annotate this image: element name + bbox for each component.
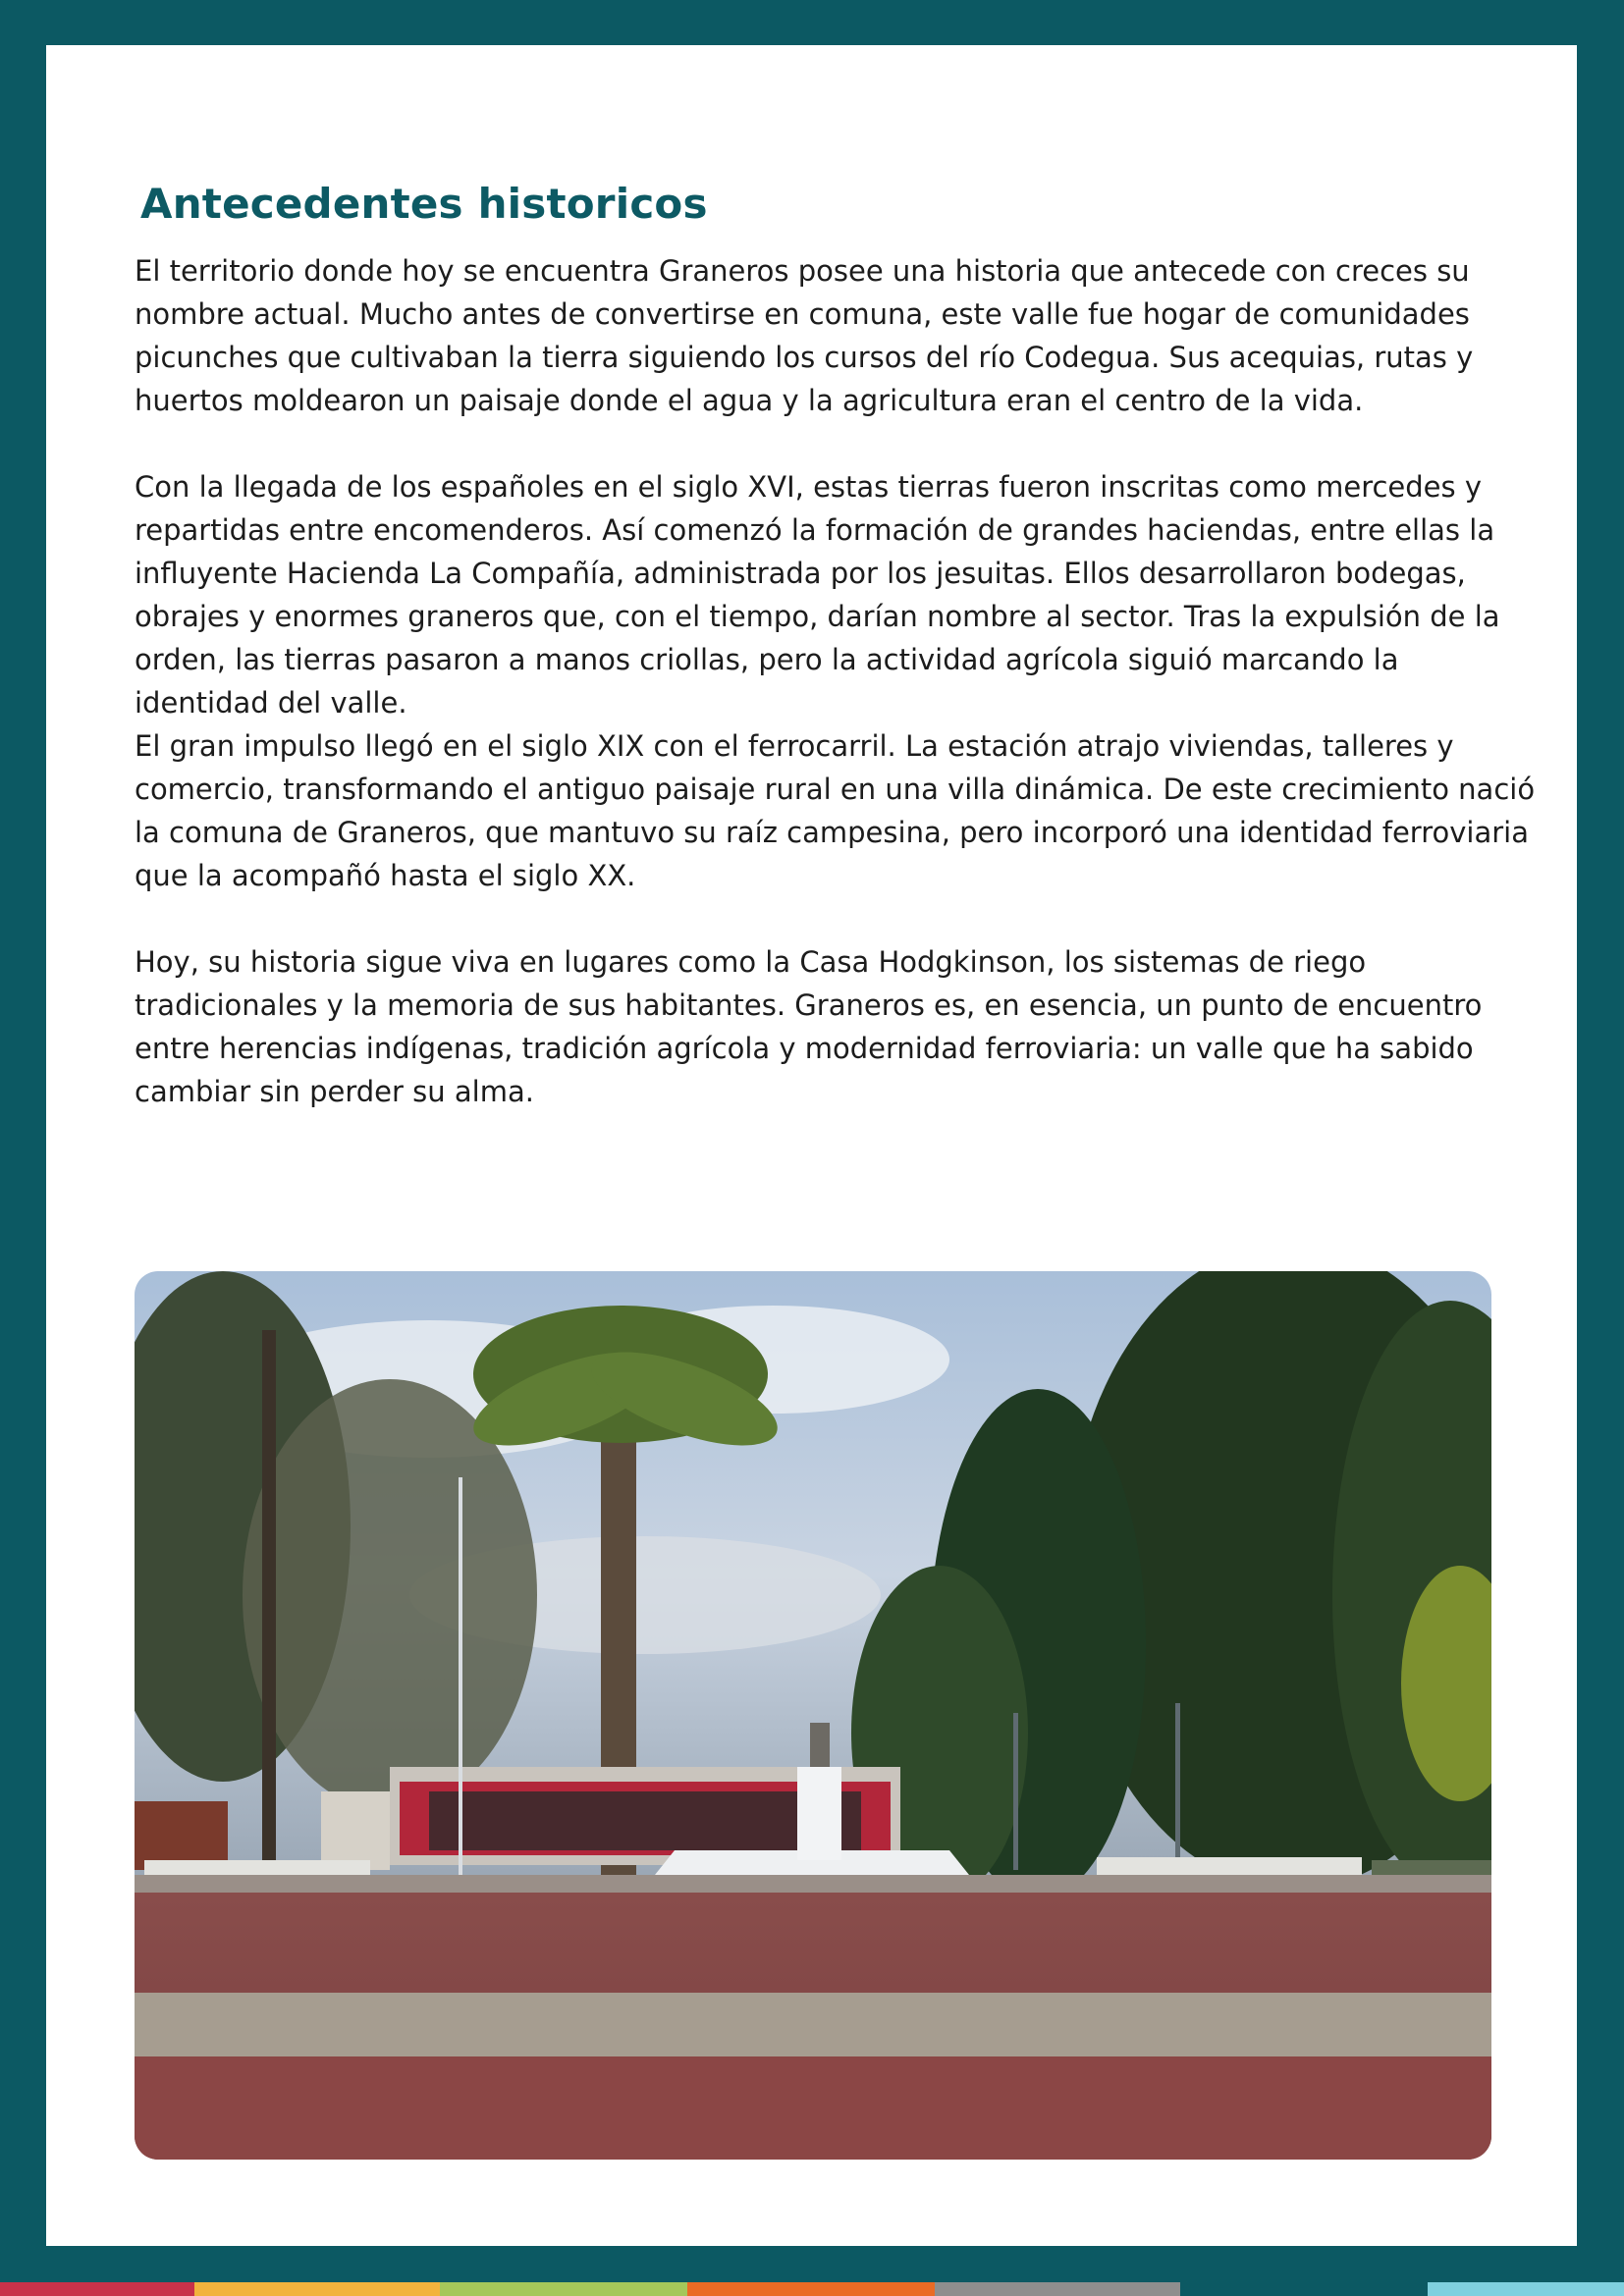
paragraph-4: Hoy, su historia sigue viva en lugares como la Casa Hodgkinson, los sistemas de riego tradicionales y la memoria de sus habitantes. Graneros es, en esencia, un punto de encuentro entre herencias indígenas, tradición agrícola y modernidad ferroviaria: un valle que ha sabido cambiar sin perder su alma.	[135, 945, 1483, 1108]
paragraph-2: Con la llegada de los españoles en el siglo XVI, estas tierras fueron inscritas como mercedes y repartidas entre encomenderos. Así comenzó la formación de grandes haciendas, entre ellas la influyente Hacienda La Compañía, administrada por los jesuitas. Ellos desarrollaron bodegas, obrajes y enormes graneros que, con el tiempo, darían nombre al sector. Tras la expulsión de la orden, las tierras pasaron a manos criollas, pero la actividad agrícola siguió marcando la identidad del valle.	[135, 470, 1500, 720]
accent-stripe-green	[440, 2282, 687, 2296]
paragraph-1: El territorio donde hoy se encuentra Graneros posee una historia que antecede con creces su nombre actual. Mucho antes de convertirse en comuna, este valle fue hogar de comunidades picunches que cultivaban la tierra siguiendo los cursos del río Codegua. Sus acequias, rutas y huertos moldearon un paisaje donde el agua y la agricultura eran el centro de la vida.	[135, 254, 1474, 417]
page-title: Antecedentes historicos	[140, 180, 708, 228]
accent-stripe-yellow	[194, 2282, 440, 2296]
plaza-photo	[135, 1271, 1491, 2160]
document-page	[46, 45, 1577, 2246]
accent-stripe-orange	[687, 2282, 935, 2296]
accent-stripe-cyan	[1428, 2282, 1624, 2296]
accent-stripe-teal	[1180, 2282, 1428, 2296]
body-text	[135, 249, 1537, 1113]
paragraph-3: El gran impulso llegó en el siglo XIX con el ferrocarril. La estación atrajo viviendas, talleres y comercio, transformando el antiguo paisaje rural en una villa dinámica. De este crecimiento nació la comuna de Graneros, que mantuvo su raíz campesina, pero incorporó una identidad ferroviaria que la acompañó hasta el siglo XX.	[135, 729, 1536, 892]
plaza-illustration	[135, 1271, 1491, 2160]
accent-stripe-red	[0, 2282, 194, 2296]
accent-stripe-gray	[935, 2282, 1180, 2296]
